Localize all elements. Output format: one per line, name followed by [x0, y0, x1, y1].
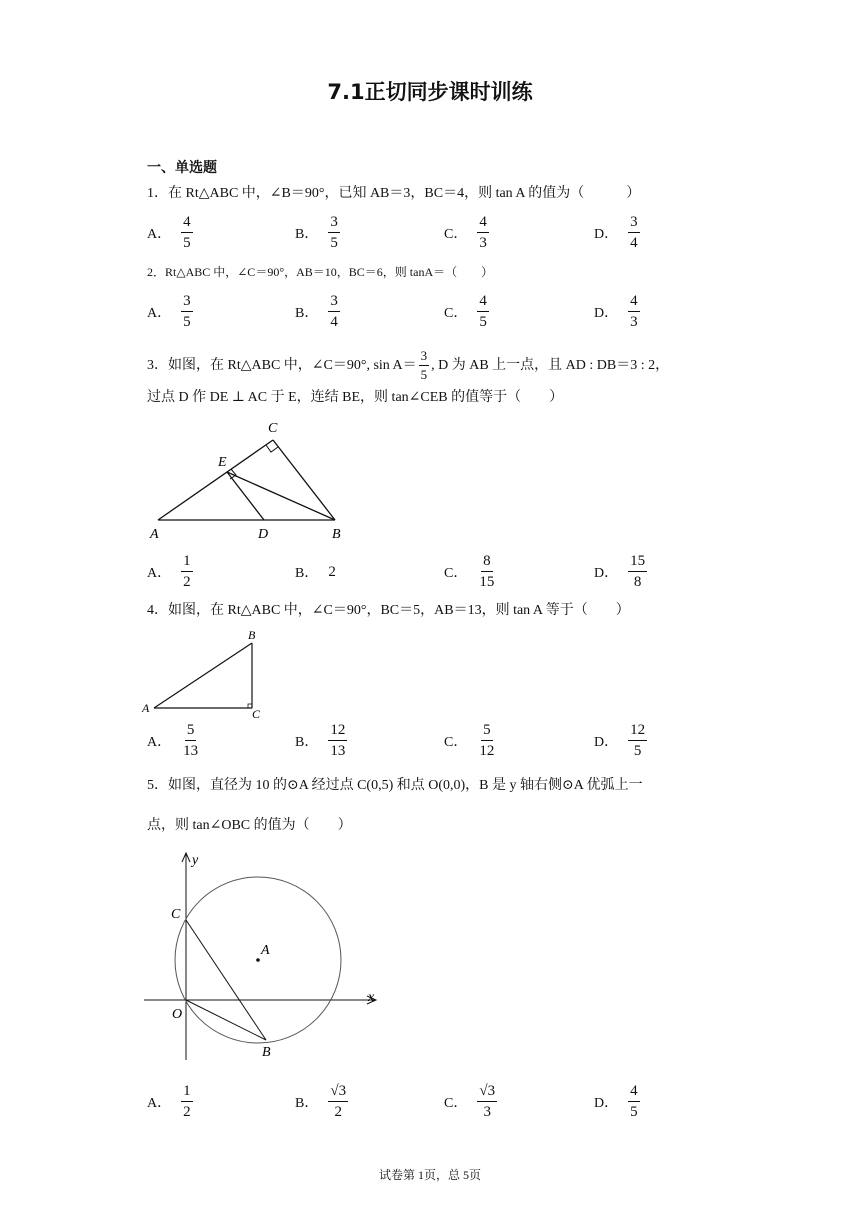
sin-fraction: $\frac{3}{5}$ [420, 348, 428, 382]
fraction: $\frac{3}{5}$ [183, 293, 191, 330]
fraction: $\frac{8}{15}$ [479, 553, 495, 590]
option-d[interactable]: D． $\frac{4}{5}$ [594, 1083, 638, 1120]
option-b[interactable]: B． $\frac{3}{5}$ [295, 214, 338, 251]
option-c[interactable]: C． $\frac{4}{5}$ [444, 293, 487, 330]
fraction: $\frac{3}{5}$ [330, 214, 338, 251]
option-a[interactable]: A． $\frac{1}{2}$ [147, 553, 191, 590]
fraction: $\frac{3}{4}$ [330, 293, 338, 330]
question-3-text-line1: 3． 如图，在 Rt△ABC 中，∠C＝90°, sin A＝ $\frac{3}{5}$ , D 为 AB 上一点，且 AD : DB＝3 : 2， [147, 348, 670, 382]
section-heading: 一、单选题 [147, 160, 217, 176]
option-b[interactable]: B． $\frac{12}{13}$ [295, 722, 346, 759]
svg-text:B: B [248, 628, 256, 642]
svg-text:A: A [150, 527, 159, 542]
question-5-text-line1: 5．如图，直径为 10 的⊙A 经过点 C(0,5) 和点 O(0,0)，B 是 y 轴右侧⊙A 优弧上一 [147, 778, 643, 793]
page-title: 7.1正切同步课时训练 [327, 80, 533, 104]
fraction: $\frac{1}{2}$ [183, 553, 191, 590]
option-d[interactable]: D． $\frac{12}{5}$ [594, 722, 646, 759]
figure-triangle-ace [140, 412, 360, 544]
option-c[interactable]: C． $\frac{5}{12}$ [444, 722, 495, 759]
question-2-text: 2．Rt△ABC 中，∠C＝90°，AB＝10，BC＝6，则 tanA＝（ ） [147, 265, 494, 279]
fraction: $\frac{√3}{2}$ [330, 1083, 347, 1120]
svg-text:y: y [192, 853, 199, 868]
option-a[interactable]: A． $\frac{3}{5}$ [147, 293, 191, 330]
option-c[interactable]: C． $\frac{4}{3}$ [444, 214, 487, 251]
svg-text:E: E [218, 455, 227, 470]
fraction: $\frac{4}{5}$ [183, 214, 191, 251]
fraction: $\frac{3}{4}$ [630, 214, 638, 251]
option-a[interactable]: A． $\frac{5}{13}$ [147, 722, 199, 759]
fraction: $\frac{1}{2}$ [183, 1083, 191, 1120]
svg-text:C: C [252, 707, 261, 721]
question-4-text: 4．如图，在 Rt△ABC 中，∠C＝90°，BC＝5，AB＝13，则 tan A 等于（ ） [147, 603, 630, 618]
svg-text:O: O [172, 1007, 183, 1022]
option-a[interactable]: A． $\frac{4}{5}$ [147, 214, 191, 251]
option-b[interactable]: B． $\frac{3}{4}$ [295, 293, 338, 330]
fraction: $\frac{12}{5}$ [630, 722, 646, 759]
option-c[interactable]: C． $\frac{√3}{3}$ [444, 1083, 496, 1120]
fraction: $\frac{4}{3}$ [630, 293, 638, 330]
option-d[interactable]: D． $\frac{4}{3}$ [594, 293, 638, 330]
figure-triangle-abc [140, 626, 270, 722]
fraction: $\frac{5}{12}$ [479, 722, 495, 759]
svg-text:A: A [142, 701, 150, 715]
fraction: $\frac{4}{5}$ [479, 293, 487, 330]
option-b[interactable]: B． 2 [295, 563, 336, 581]
option-b[interactable]: B． $\frac{√3}{2}$ [295, 1083, 347, 1120]
svg-text:C: C [268, 421, 278, 436]
page-footer: 试卷第 1页，总 5页 [378, 1168, 481, 1182]
question-3-text-line2: 过点 D 作 DE ⊥ AC 于 E，连结 BE，则 tan∠CEB 的值等于（ ） [147, 390, 564, 405]
fraction: $\frac{4}{3}$ [479, 214, 487, 251]
question-1-text: 1．在 Rt△ABC 中，∠B＝90°，已知 AB＝3，BC＝4，则 tan A 的值为（ ） [147, 186, 641, 201]
svg-text:A: A [261, 943, 270, 958]
fraction: $\frac{√3}{3}$ [479, 1083, 496, 1120]
svg-text:C: C [171, 907, 181, 922]
option-d[interactable]: D． $\frac{15}{8}$ [594, 553, 646, 590]
svg-text:D: D [258, 527, 269, 542]
option-d[interactable]: D． $\frac{3}{4}$ [594, 214, 638, 251]
option-c[interactable]: C． $\frac{8}{15}$ [444, 553, 495, 590]
svg-text:B: B [332, 527, 341, 542]
svg-text:B: B [262, 1045, 271, 1060]
fraction: $\frac{5}{13}$ [183, 722, 199, 759]
option-a[interactable]: A． $\frac{1}{2}$ [147, 1083, 191, 1120]
svg-text:x: x [368, 990, 375, 1005]
figure-circle [140, 848, 390, 1064]
fraction: $\frac{4}{5}$ [630, 1083, 638, 1120]
question-5-text-line2: 点，则 tan∠OBC 的值为（ ） [147, 818, 352, 833]
fraction: $\frac{12}{13}$ [330, 722, 346, 759]
fraction: $\frac{15}{8}$ [630, 553, 646, 590]
